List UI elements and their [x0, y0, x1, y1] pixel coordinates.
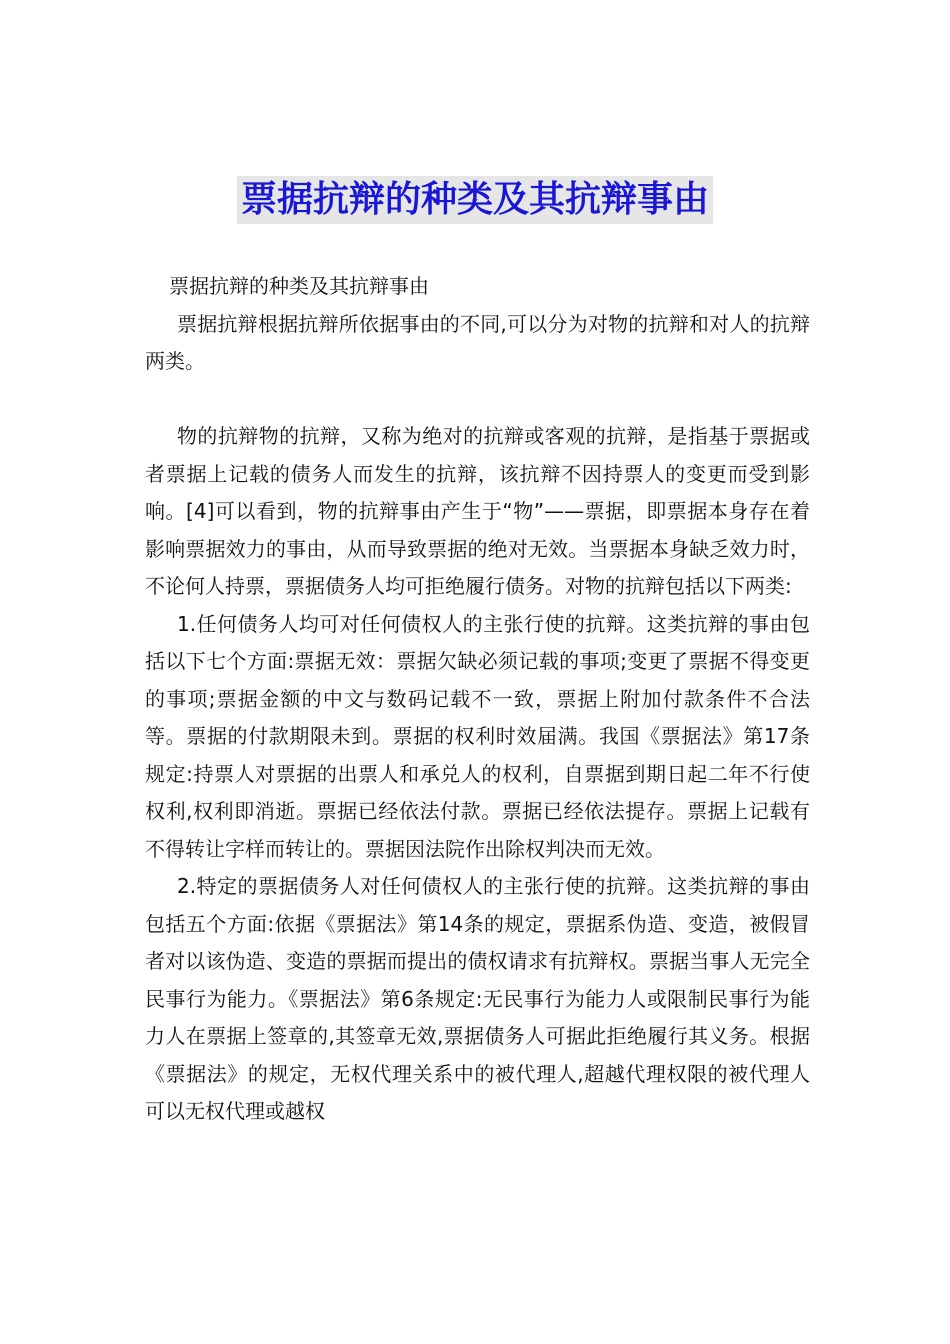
document-title: 票据抗辩的种类及其抗辩事由	[237, 176, 713, 224]
document-body	[145, 268, 810, 1131]
title-container	[0, 176, 950, 224]
blank-line	[145, 381, 810, 419]
paragraph-real-defense: 物的抗辩物的抗辩，又称为绝对的抗辩或客观的抗辩，是指基于票据或者票据上记载的债务人而发生的抗辩，该抗辩不因持票人的变更而受到影响。[4]可以看到，物的抗辩事由产生于“物”——票据，即票据本身存在着影响票据效力的事由，从而导致票据的绝对无效。当票据本身缺乏效力时，不论何人持票，票据债务人均可拒绝履行债务。对物的抗辩包括以下两类:	[145, 424, 810, 598]
paragraph-item-2: 2.特定的票据债务人对任何债权人的主张行使的抗辩。这类抗辩的事由包括五个方面:依据《票据法》第14条的规定，票据系伪造、变造，被假冒者对以该伪造、变造的票据而提出的债权请求有抗辩权。票据当事人无完全民事行为能力。《票据法》第6条规定:无民事行为能力人或限制民事行为能力人在票据上签章的,其签章无效,票据债务人可据此拒绝履行其义务。根据《票据法》的规定，无权代理关系中的被代理人,超越代理权限的被代理人可以无权代理或越权	[145, 874, 810, 1123]
document-subtitle: 票据抗辩的种类及其抗辩事由	[169, 274, 429, 298]
paragraph-item-1: 1.任何债务人均可对任何债权人的主张行使的抗辩。这类抗辩的事由包括以下七个方面:票据无效：票据欠缺必须记载的事项;变更了票据不得变更的事项;票据金额的中文与数码记载不一致，票据上附加付款条件不合法等。票据的付款期限未到。票据的权利时效届满。我国《票据法》第17条规定:持票人对票据的出票人和承兑人的权利，自票据到期日起二年不行使权利,权利即消逝。票据已经依法付款。票据已经依法提存。票据上记载有不得转让字样而转让的。票据因法院作出除权判决而无效。	[145, 611, 810, 861]
paragraph-intro: 票据抗辩根据抗辩所依据事由的不同,可以分为对物的抗辩和对人的抗辩两类。	[145, 311, 810, 373]
